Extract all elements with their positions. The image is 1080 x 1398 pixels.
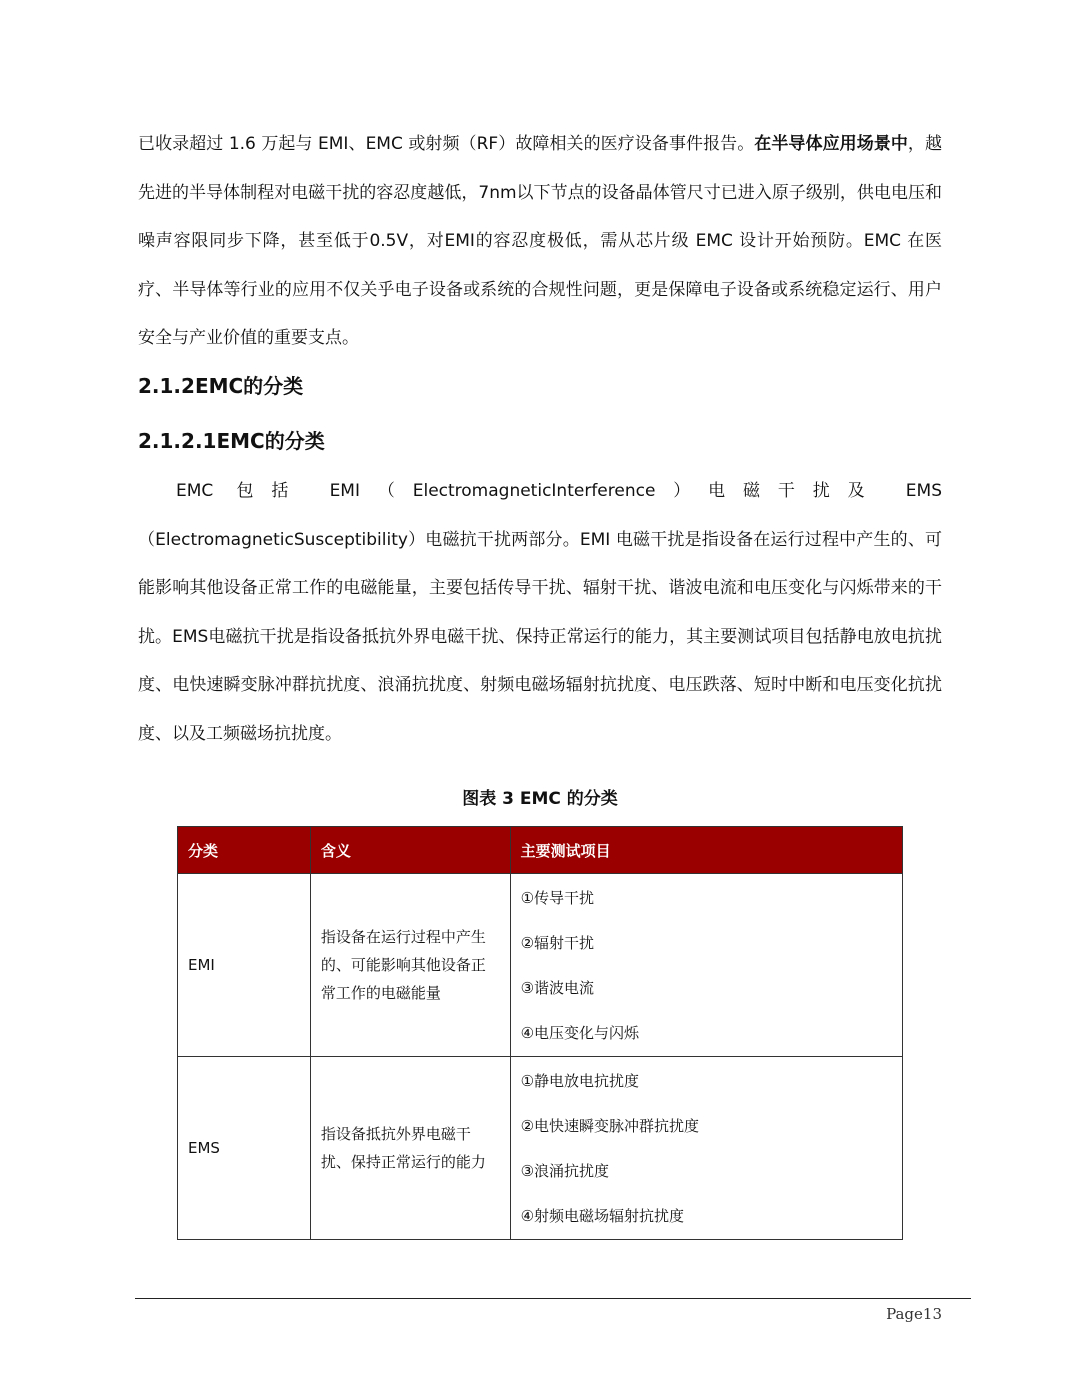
footer-divider <box>135 1298 971 1299</box>
test-item: ①传导干扰 <box>520 889 595 907</box>
test-item: ②辐射干扰 <box>520 934 595 952</box>
intro-paragraph <box>138 120 942 363</box>
row-category: EMS <box>178 1057 311 1240</box>
header-meaning: 含义 <box>310 827 510 874</box>
row-meaning: 指设备抵抗外界电磁干扰、保持正常运行的能力 <box>310 1057 510 1240</box>
test-item: ③浪涌抗扰度 <box>520 1162 610 1180</box>
intro-text-b: ，越先进的半导体制程对电磁干扰的容忍度越低，7nm以下节点的设备晶体管尺寸已进入原子级别，供电电压和噪声容限同步下降，甚至低于0.5V，对EMI的容忍度极低，需从芯片级 EMC 设计开始预防。EMC 在医疗、半导体等行业的应用不仅关乎电子设备或系统的合规性问题，更是保障电子设备或系统稳定运行、用户安全与产业价值的重要支点。 <box>138 134 942 348</box>
test-item: ④电压变化与闪烁 <box>520 1024 640 1042</box>
test-item: ③谐波电流 <box>520 979 595 997</box>
row-category: EMI <box>178 874 311 1057</box>
emc-classification-table <box>177 826 903 1240</box>
row-tests <box>510 874 902 1057</box>
test-item: ④射频电磁场辐射抗扰度 <box>520 1207 685 1225</box>
table-row <box>178 874 903 1057</box>
emc-description-paragraph: EMC 包括 EMI（ElectromagneticInterference）电磁干扰及 EMS（ElectromagneticSusceptibility）电磁抗干扰两部分。EMI 电磁干扰是指设备在运行过程中产生的、可能影响其他设备正常工作的电磁能量，主要包括传导干扰、辐射干扰、谐波电流和电压变化与闪烁带来的干扰。EMS电磁抗干扰是指设备抵抗外界电磁干扰、保持正常运行的能力，其主要测试项目包括静电放电抗扰度、电快速瞬变脉冲群抗扰度、浪涌抗扰度、射频电磁场辐射抗扰度、电压跌落、短时中断和电压变化抗扰度、以及工频磁场抗扰度。 <box>138 481 942 744</box>
header-tests: 主要测试项目 <box>510 827 902 874</box>
table-caption: 图表 3 EMC 的分类 <box>462 789 618 809</box>
intro-text-a: 已收录超过 1.6 万起与 EMI、EMC 或射频（RF）故障相关的医疗设备事件报告。 <box>138 134 755 154</box>
test-item: ②电快速瞬变脉冲群抗扰度 <box>520 1117 700 1135</box>
test-item: ①静电放电抗扰度 <box>520 1072 640 1090</box>
row-meaning: 指设备在运行过程中产生的、可能影响其他设备正常工作的电磁能量 <box>310 874 510 1057</box>
header-category: 分类 <box>178 827 311 874</box>
page-number: Page13 <box>886 1305 942 1323</box>
subsection-heading: 2.1.2.1EMC的分类 <box>138 429 325 453</box>
table-header-row <box>178 827 903 874</box>
row-tests <box>510 1057 902 1240</box>
table-row <box>178 1057 903 1240</box>
intro-bold-text: 在半导体应用场景中 <box>754 134 908 154</box>
section-heading: 2.1.2EMC的分类 <box>138 374 304 398</box>
